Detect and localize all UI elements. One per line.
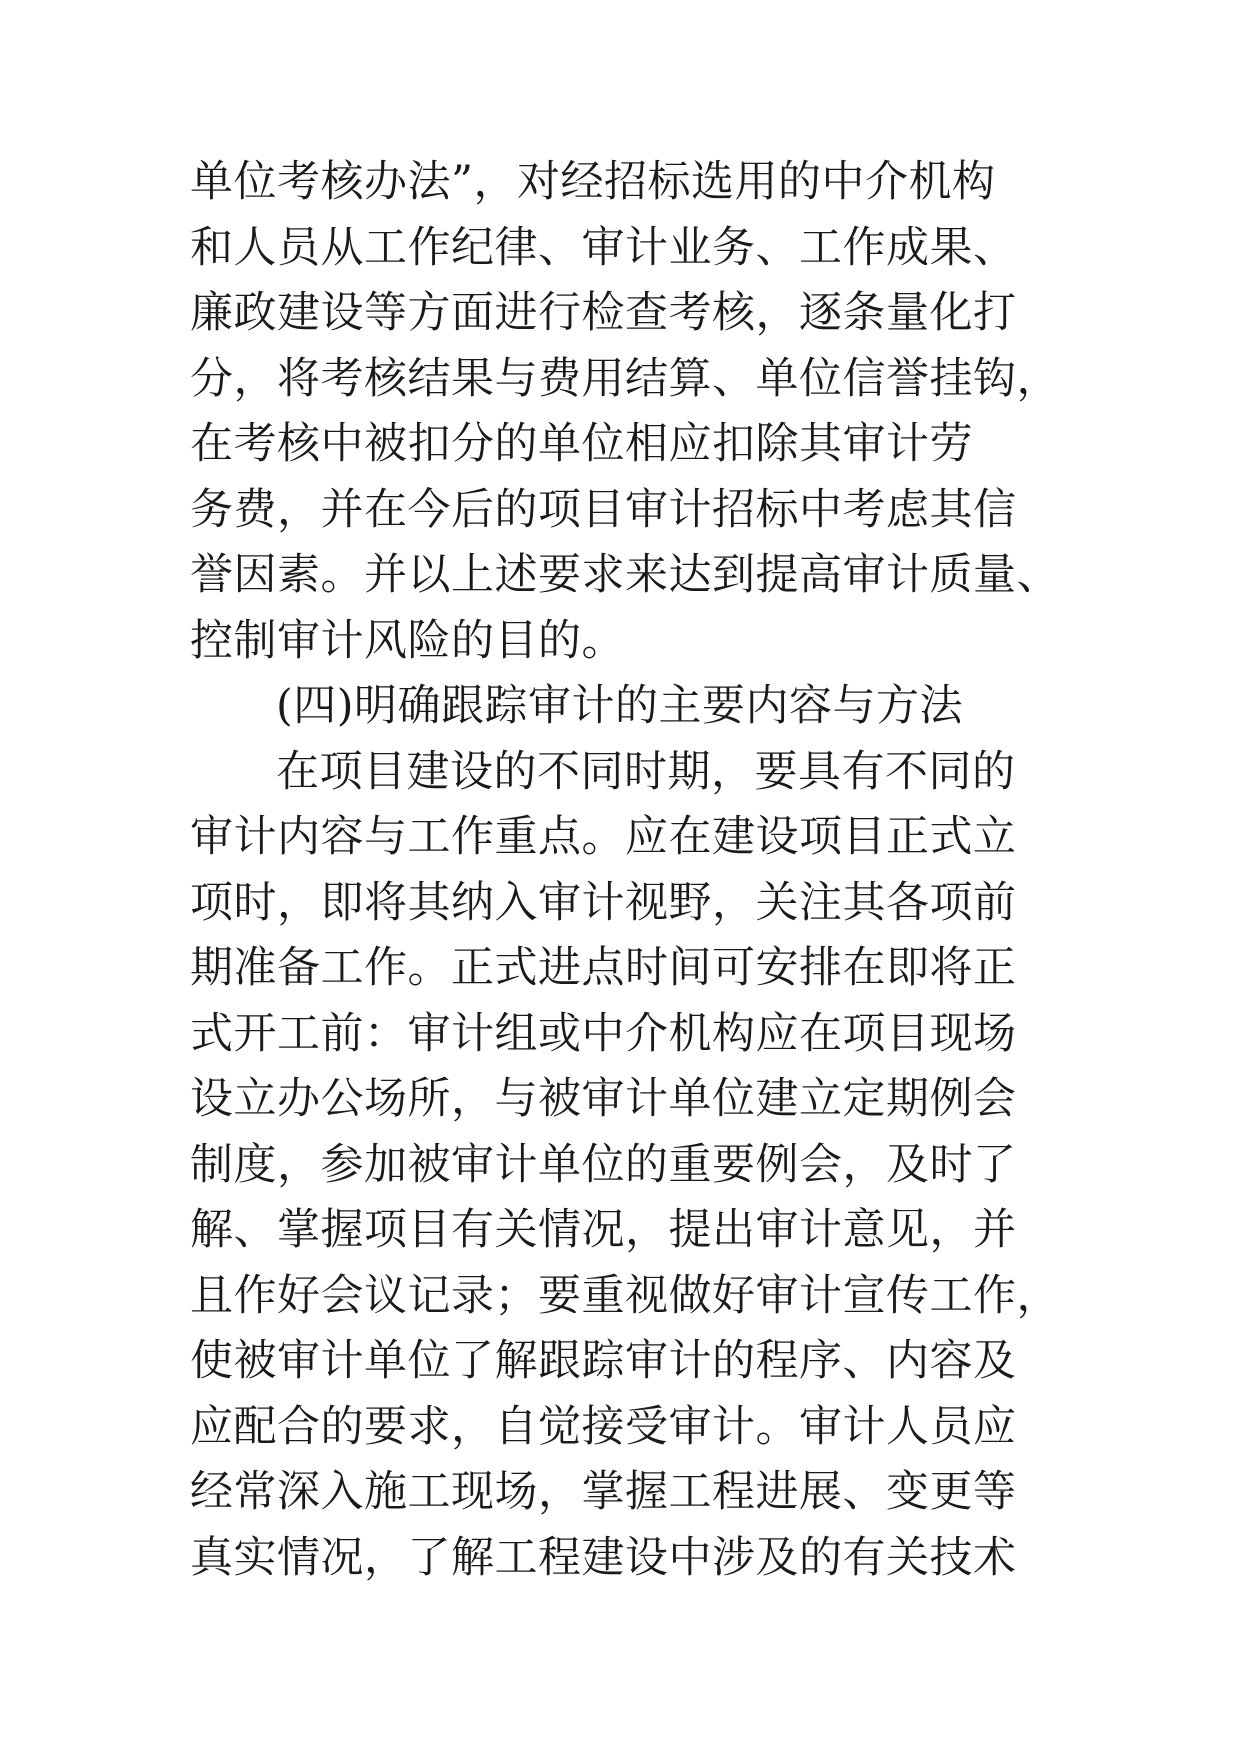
text-line: 式开工前：审计组或中介机构应在项目现场 — [190, 1008, 1017, 1059]
section-heading: (四)明确跟踪审计的主要内容与方法 — [276, 681, 964, 731]
text-line: 分，将考核结果与费用结算、单位信誉挂钩， — [190, 353, 1060, 404]
text-line: 制度，参加被审计单位的重要例会，及时了 — [190, 1139, 1017, 1190]
text-line: 经常深入施工现场，掌握工程进展、变更等 — [190, 1467, 1017, 1517]
text-line: 真实情况，了解工程建设中涉及的有关技术 — [190, 1532, 1017, 1583]
text-line: 单位考核办法”，对经招标选用的中介机构 — [190, 157, 996, 207]
text-line: 期准备工作。正式进点时间可安排在即将正 — [190, 943, 1017, 993]
body-text — [190, 150, 1070, 1591]
text-line: 且作好会议记录；要重视做好审计宣传工作， — [190, 1270, 1060, 1321]
text-line: 审计内容与工作重点。应在建设项目正式立 — [190, 812, 1017, 862]
text-line: 在考核中被扣分的单位相应扣除其审计劳 — [190, 419, 973, 469]
text-line: 设立办公场所，与被审计单位建立定期例会 — [190, 1074, 1017, 1124]
text-line: 和人员从工作纪律、审计业务、工作成果、 — [190, 222, 1017, 273]
paragraph-first-line: 在项目建设的不同时期，要具有不同的 — [276, 746, 1016, 797]
text-line: 应配合的要求，自觉接受审计。审计人员应 — [190, 1401, 1017, 1452]
text-line: 廉政建设等方面进行检查考核，逐条量化打 — [190, 288, 1017, 338]
text-line: 解、掌握项目有关情况，提出审计意见，并 — [190, 1205, 1017, 1255]
text-line: 项时，即将其纳入审计视野，关注其各项前 — [190, 877, 1017, 928]
text-line: 使被审计单位了解跟踪审计的程序、内容及 — [190, 1336, 1017, 1386]
text-line: 务费，并在今后的项目审计招标中考虑其信 — [190, 484, 1017, 535]
text-line: 控制审计风险的目的。 — [190, 615, 625, 666]
text-line: 誉因素。并以上述要求来达到提高审计质量、 — [190, 550, 1060, 600]
